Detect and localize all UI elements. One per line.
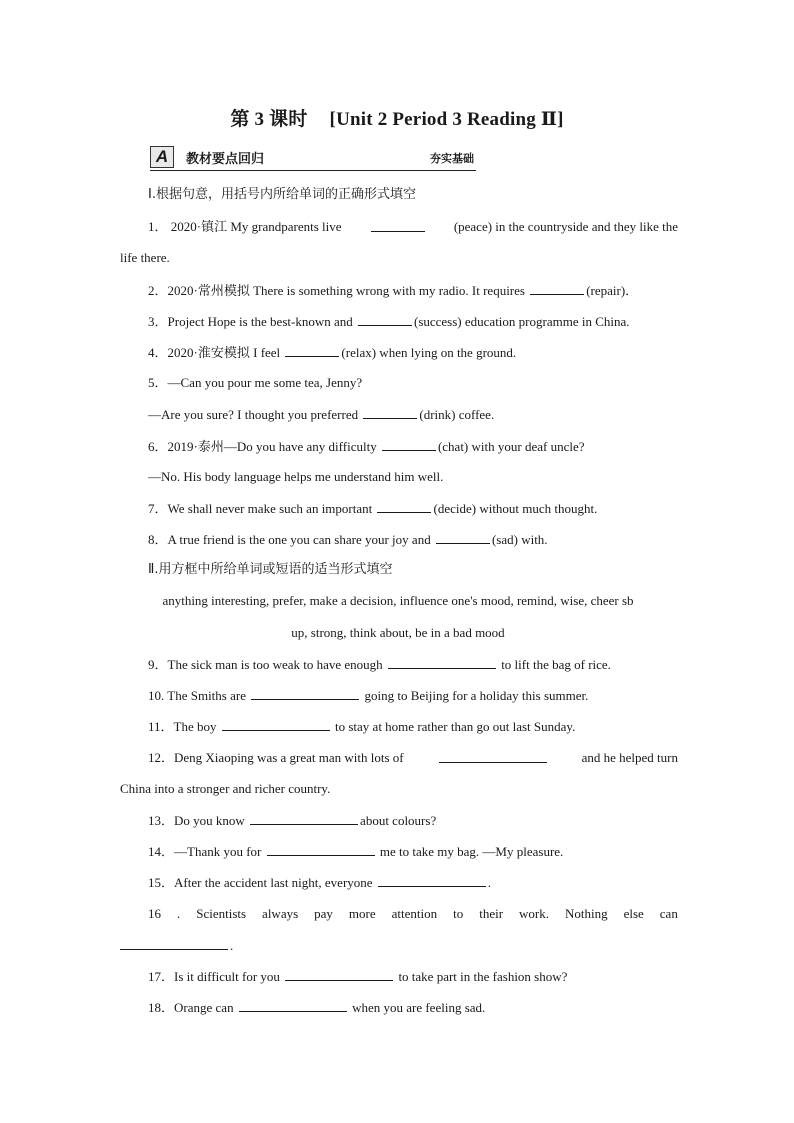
answer-blank[interactable]: [439, 749, 547, 763]
answer-blank[interactable]: [377, 499, 431, 513]
question-13: 13．Do you know about colours?: [148, 813, 437, 828]
section1-heading: Ⅰ.根据句意，用括号内所给单词的正确形式填空: [148, 187, 416, 202]
answer-blank[interactable]: [530, 281, 584, 295]
unit-label: [Unit 2 Period 3 Reading Ⅱ]: [329, 109, 564, 130]
question-8: 8．A true friend is the one you can share your joy and (sad) with.: [148, 532, 548, 547]
question-16-cont: .: [120, 936, 676, 955]
answer-blank[interactable]: [120, 936, 228, 950]
answer-blank[interactable]: [363, 405, 417, 419]
answer-blank[interactable]: [382, 437, 436, 451]
question-14: 14．—Thank you for me to take my bag. —My pleasure.: [148, 844, 564, 859]
answer-blank[interactable]: [378, 873, 486, 887]
question-7: 7．We shall never make such an important (decide) without much thought.: [148, 501, 598, 516]
banner-label: 教材要点回归: [186, 152, 265, 167]
question-12: 12．Deng Xiaoping was a great man with lots of and he helped turn: [148, 750, 678, 765]
banner-tag: 夯实基础: [430, 152, 474, 165]
page-title: [0, 104, 794, 131]
answer-blank[interactable]: [371, 218, 425, 232]
question-1-cont: life there.: [120, 250, 170, 265]
question-5-reply: —Are you sure? I thought you preferred (drink) coffee.: [148, 407, 495, 422]
answer-blank[interactable]: [251, 686, 359, 700]
word-bank-line2: up, strong, think about, be in a bad mood: [291, 625, 505, 640]
question-9: 9．The sick man is too weak to have enough to lift the bag of rice.: [148, 657, 611, 672]
question-5: 5．—Can you pour me some tea, Jenny?: [148, 375, 363, 390]
question-12-cont: China into a stronger and richer country.: [120, 781, 331, 796]
answer-blank[interactable]: [436, 530, 490, 544]
question-17: 17．Is it difficult for you to take part in the fashion show?: [148, 969, 568, 984]
answer-blank[interactable]: [250, 811, 358, 825]
answer-blank[interactable]: [285, 967, 393, 981]
question-6-reply: —No. His body language helps me understand him well.: [148, 469, 444, 484]
question-1: 1． 2020·镇江 My grandparents live (peace) in the countryside and they like the: [148, 219, 678, 234]
question-15: 15．After the accident last night, everyone .: [148, 875, 492, 890]
section-a-icon: A: [150, 146, 174, 168]
question-18: 18．Orange can when you are feeling sad.: [148, 1000, 486, 1015]
answer-blank[interactable]: [222, 717, 330, 731]
section-banner: [150, 146, 476, 171]
answer-blank[interactable]: [267, 842, 375, 856]
answer-blank[interactable]: [239, 998, 347, 1012]
question-4: 4．2020·淮安模拟 I feel (relax) when lying on the ground.: [148, 345, 517, 360]
answer-blank[interactable]: [388, 655, 496, 669]
question-10: 10. The Smiths are going to Beijing for a holiday this summer.: [148, 688, 589, 703]
section2-heading: Ⅱ.用方框中所给单词或短语的适当形式填空: [148, 562, 393, 577]
answer-blank[interactable]: [285, 343, 339, 357]
question-6: 6．2019·泰州—Do you have any difficulty (chat) with your deaf uncle?: [148, 439, 585, 454]
word-bank-line1: anything interesting, prefer, make a decision, influence one's mood, remind, wise, cheer sb: [162, 593, 634, 608]
answer-blank[interactable]: [358, 312, 412, 326]
question-11: 11．The boy to stay at home rather than go out last Sunday.: [148, 719, 576, 734]
question-3: 3．Project Hope is the best-known and (success) education programme in China.: [148, 314, 630, 329]
question-16: 16 . Scientists always pay more attention to their work. Nothing else can: [148, 906, 678, 921]
question-2: 2．2020·常州模拟 There is something wrong with my radio. It requires (repair)．: [148, 283, 639, 298]
lesson-label: 第 3 课时: [230, 109, 308, 130]
